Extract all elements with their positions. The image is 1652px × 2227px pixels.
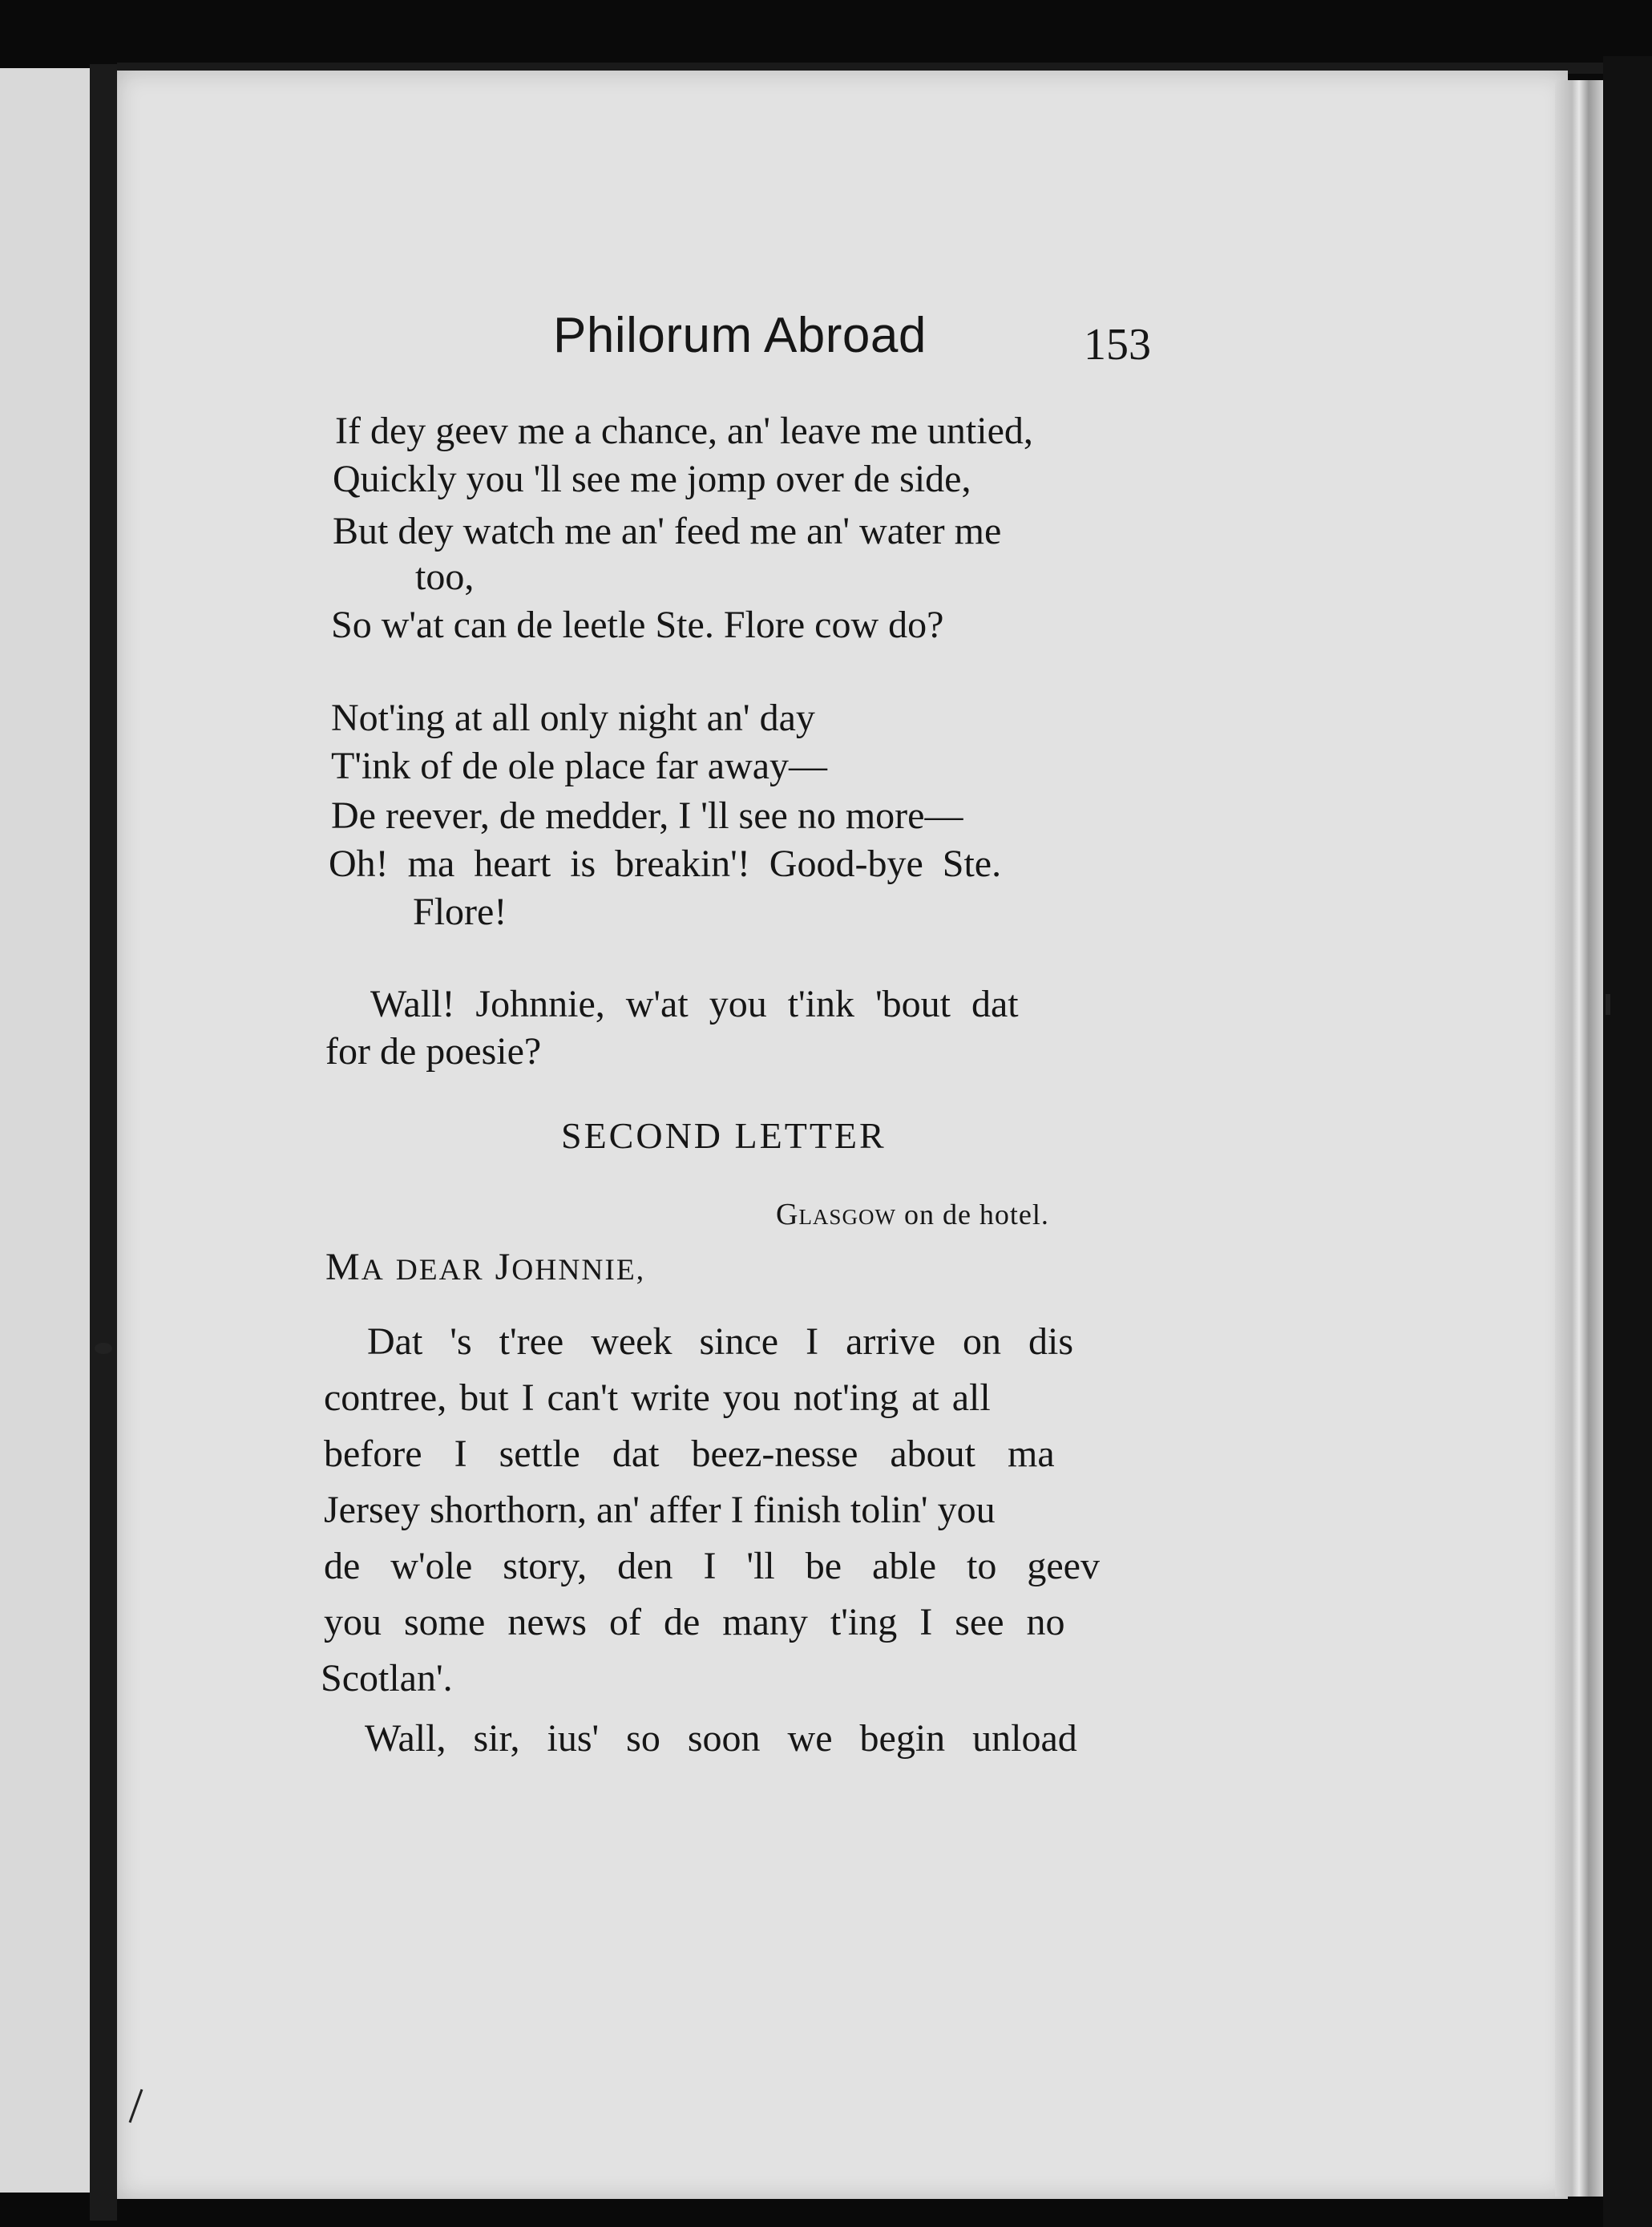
- verse-line: Quickly you 'll see me jomp over de side,: [333, 458, 971, 500]
- prose-line: contree, but I can't write you not'ing at all: [324, 1376, 991, 1419]
- dateline: [776, 1197, 1049, 1232]
- page-stack-edge: [1555, 80, 1603, 2197]
- verse-line: Not'ing at all only night an' day: [331, 697, 815, 739]
- prose-line: Jersey shorthorn, an' affer I finish tolin' you: [324, 1489, 996, 1531]
- prose-line: for de poesie?: [325, 1030, 542, 1073]
- prose-line: Wall, sir, ius' so soon we begin unload: [365, 1717, 1077, 1760]
- margin-mark: [1606, 994, 1610, 1015]
- salutation-johnnie-rest: OHNNIE,: [511, 1254, 646, 1287]
- prose-line: Dat 's t'ree week since I arrive on dis: [367, 1320, 1074, 1363]
- verse-line: Flore!: [413, 891, 507, 933]
- verse-line: T'ink of de ole place far away—: [331, 745, 828, 787]
- page-number: 153: [1084, 320, 1151, 370]
- salutation-ma-initial: M: [325, 1246, 362, 1288]
- verse-line: too,: [415, 556, 475, 598]
- prose-line: you some news of de many t'ing I see no: [324, 1601, 1065, 1643]
- verse-line: If dey geev me a chance, an' leave me untied,: [335, 410, 1033, 452]
- prose-line: Wall! Johnnie, w'at you t'ink 'bout dat: [370, 983, 1019, 1025]
- prose-line: before I settle dat beez-nesse about ma: [324, 1433, 1055, 1475]
- salutation-johnnie-initial: J: [495, 1246, 512, 1288]
- dateline-rest: on de hotel.: [903, 1198, 1049, 1231]
- salutation: [325, 1245, 645, 1289]
- dateline-place: Glasgow: [776, 1198, 896, 1231]
- margin-mark: [95, 1343, 112, 1354]
- verse-line: De reever, de medder, I 'll see no more—: [331, 794, 963, 837]
- running-title: Philorum Abroad: [553, 308, 927, 363]
- prose-line: Scotlan'.: [321, 1657, 453, 1700]
- right-background: [1603, 56, 1652, 2227]
- verse-line: Oh! ma heart is breakin'! Good-bye Ste.: [329, 843, 1002, 885]
- facing-page-edge: [0, 68, 90, 2193]
- book-spine-shadow: [90, 64, 117, 2221]
- verse-line: But dey watch me an' feed me an' water me: [333, 510, 1002, 552]
- salutation-ma-rest: A: [361, 1254, 385, 1287]
- verse-line: So w'at can de leetle Ste. Flore cow do?: [331, 604, 944, 646]
- salutation-dear: DEAR: [395, 1254, 484, 1287]
- prose-line: de w'ole story, den I 'll be able to geev: [324, 1545, 1100, 1587]
- section-heading: SECOND LETTER: [561, 1115, 887, 1156]
